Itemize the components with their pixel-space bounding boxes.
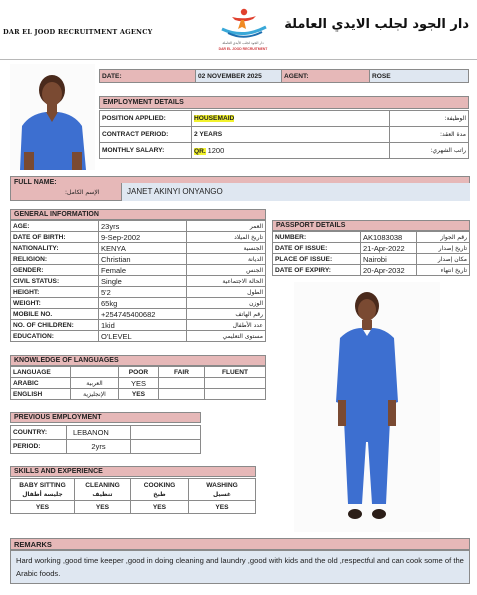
general-field-label-arabic: العمر [187, 221, 266, 232]
general-field-label: NATIONALITY: [11, 243, 99, 254]
skill-label-arabic: جليسة أطفال [22, 490, 63, 498]
logo-caption-english: DAR EL JOOD RECRUITMENT [218, 47, 268, 51]
lang-col-fluent: FLUENT [205, 367, 266, 378]
skill-washing [189, 479, 256, 501]
general-field-label-arabic: الوزن [187, 298, 266, 309]
general-field-value: KENYA [99, 243, 187, 254]
general-field-value: +254745400682 [99, 309, 187, 320]
general-field-value: 65kg [99, 298, 187, 309]
lang-name: ENGLISH [11, 389, 71, 400]
salary-value: 1200 [207, 146, 225, 155]
full-name-block [10, 176, 470, 201]
passport-field-label: NUMBER: [273, 232, 361, 243]
general-field-value: Christian [99, 254, 187, 265]
lang-poor-value: YES [119, 378, 159, 389]
general-field-label: CIVIL STATUS: [11, 276, 99, 287]
general-field-value: 1kid [99, 320, 187, 331]
skill-value: YES [189, 501, 256, 514]
lang-name: ARABIC [11, 378, 71, 389]
agent-value: ROSE [370, 70, 469, 83]
general-field-label-arabic: الجنسية [187, 243, 266, 254]
skill-label-arabic: طبخ [153, 490, 166, 498]
passport-field-value: Nairobi [361, 254, 417, 265]
passport-field-label: PLACE OF ISSUE: [273, 254, 361, 265]
general-field-label: RELIGION: [11, 254, 99, 265]
general-field-label-arabic: تاريخ الميلاد [187, 232, 266, 243]
position-label: POSITION APPLIED: [100, 111, 192, 127]
period-label: PERIOD: [11, 440, 67, 454]
period-value: 2yrs [67, 440, 131, 454]
general-field-label-arabic: رقم الهاتف [187, 309, 266, 320]
date-label: DATE: [100, 70, 196, 83]
table-row [11, 298, 266, 309]
full-body-image-icon [294, 282, 440, 532]
lang-poor-value: YES [119, 389, 159, 400]
general-field-label-arabic: الجنس [187, 265, 266, 276]
logo-caption-arabic: دار الجود لجلب الأيدي العاملة [222, 41, 264, 45]
lang-name-arabic: الإنجليزية [71, 389, 119, 400]
general-field-label: NO. OF CHILDREN: [11, 320, 99, 331]
previous-employment-table [10, 425, 201, 454]
skill-value: YES [131, 501, 189, 514]
skill-baby-sitting [11, 479, 75, 501]
portrait-photo [10, 64, 95, 170]
table-row [11, 265, 266, 276]
skill-label-arabic: تنظيف [92, 490, 113, 498]
general-field-label-arabic: الديانة [187, 254, 266, 265]
contract-label-arabic: مدة العقد: [390, 127, 469, 143]
remarks-box [10, 550, 470, 584]
remarks-text: Hard working ,good time keeper ,good in doing cleaning and laundry ,good with kids and the old ,respectful and can cook some of the Arabic foods. [16, 556, 464, 578]
country-label: COUNTRY: [11, 426, 67, 440]
table-row [11, 221, 266, 232]
table-row [11, 254, 266, 265]
general-field-label: EDUCATION: [11, 331, 99, 342]
general-field-label: DATE OF BIRTH: [11, 232, 99, 243]
passport-field-label-arabic: تاريخ انتهاء [417, 265, 470, 276]
table-row [11, 232, 266, 243]
table-row [11, 309, 266, 320]
passport-field-label: DATE OF ISSUE: [273, 243, 361, 254]
passport-details-header: PASSPORT DETAILS [272, 220, 470, 231]
table-row [11, 331, 266, 342]
skill-value: YES [75, 501, 131, 514]
skill-cleaning [75, 479, 131, 501]
lang-col-blank [71, 367, 119, 378]
table-row [273, 243, 470, 254]
salary-label-arabic: راتب الشهري: [390, 143, 469, 159]
contract-label: CONTRACT PERIOD: [100, 127, 192, 143]
passport-field-label: DATE OF EXPIRY: [273, 265, 361, 276]
skill-label-arabic: غسيل [212, 490, 231, 498]
general-field-label: AGE: [11, 221, 99, 232]
lang-fluent-value [205, 389, 266, 400]
full-body-photo [294, 282, 440, 532]
full-name-value: JANET AKINYI ONYANGO [127, 187, 223, 196]
agent-label: AGENT: [282, 70, 370, 83]
skill-label: CLEANING [85, 481, 120, 489]
general-field-value: 9-Sep-2002 [99, 232, 187, 243]
employment-table [99, 110, 469, 159]
full-name-label: FULL NAME: [14, 179, 57, 186]
general-field-label: HEIGHT: [11, 287, 99, 298]
general-field-value: Single [99, 276, 187, 287]
general-field-value: Female [99, 265, 187, 276]
general-info-table [10, 220, 266, 342]
languages-table [10, 366, 266, 400]
general-field-value: 23yrs [99, 221, 187, 232]
general-field-label-arabic: الحالة الاجتماعية [187, 276, 266, 287]
position-value: HOUSEMAID [194, 115, 235, 122]
general-field-value: 5'2 [99, 287, 187, 298]
general-field-label-arabic: عدد الأطفال [187, 320, 266, 331]
passport-table [272, 231, 470, 276]
lang-fair-value [159, 378, 205, 389]
table-row [11, 320, 266, 331]
agency-name-arabic: دار الجود لجلب الايدي العاملة [284, 17, 469, 32]
skills-header: SKILLS AND EXPERIENCE [10, 466, 256, 477]
header-divider [0, 59, 477, 60]
general-field-label-arabic: مستوى التعليمي [187, 331, 266, 342]
agency-logo [208, 5, 278, 57]
lang-name-arabic: العربية [71, 378, 119, 389]
skill-cooking [131, 479, 189, 501]
general-info-header: GENERAL INFORMATION [10, 209, 266, 220]
general-field-label: MOBILE NO. [11, 309, 99, 320]
position-label-arabic: الوظيفة: [390, 111, 469, 127]
lang-fair-value [159, 389, 205, 400]
passport-field-label-arabic: تاريخ إصدار [417, 243, 470, 254]
lang-fluent-value [205, 378, 266, 389]
passport-field-value: 20-Apr-2032 [361, 265, 417, 276]
passport-field-value: AK1083038 [361, 232, 417, 243]
table-row [273, 232, 470, 243]
lang-col-poor: POOR [119, 367, 159, 378]
agency-name-english: DAR EL JOOD RECRUITMENT AGENCY [3, 28, 153, 36]
passport-field-label-arabic: مكان إصدار [417, 254, 470, 265]
salary-currency: QR. [194, 148, 206, 155]
portrait-image-icon [10, 64, 95, 170]
table-row [273, 254, 470, 265]
languages-header: KNOWLEDGE OF LANGUAGES [10, 355, 266, 366]
table-row [273, 265, 470, 276]
lang-col-fair: FAIR [159, 367, 205, 378]
previous-employment-header: PREVIOUS EMPLOYMENT [10, 412, 201, 423]
full-name-label-arabic: الإسم الكامل: [65, 189, 100, 196]
table-row [11, 287, 266, 298]
skill-label: COOKING [143, 481, 176, 489]
skill-label: WASHING [206, 481, 238, 489]
employment-details-header: EMPLOYMENT DETAILS [99, 96, 469, 109]
passport-field-label-arabic: رقم الجواز [417, 232, 470, 243]
lang-col-language: LANGUAGE [11, 367, 71, 378]
remarks-header: REMARKS [10, 538, 470, 550]
table-row [11, 276, 266, 287]
table-row [11, 378, 266, 389]
general-field-value: O'LEVEL [99, 331, 187, 342]
logo-icon [208, 5, 278, 41]
skills-table [10, 478, 256, 514]
date-value: 02 NOVEMBER 2025 [196, 70, 282, 83]
table-row [11, 389, 266, 400]
table-row [11, 243, 266, 254]
contract-value: 2 YEARS [192, 127, 390, 143]
general-field-label-arabic: الطول [187, 287, 266, 298]
date-agent-table [99, 69, 469, 83]
passport-field-value: 21-Apr-2022 [361, 243, 417, 254]
general-field-label: WEIGHT: [11, 298, 99, 309]
skill-value: YES [11, 501, 75, 514]
country-value: LEBANON [67, 426, 131, 440]
general-field-label: GENDER: [11, 265, 99, 276]
salary-label: MONTHLY SALARY: [100, 143, 192, 159]
skill-label: BABY SITTING [19, 481, 66, 489]
